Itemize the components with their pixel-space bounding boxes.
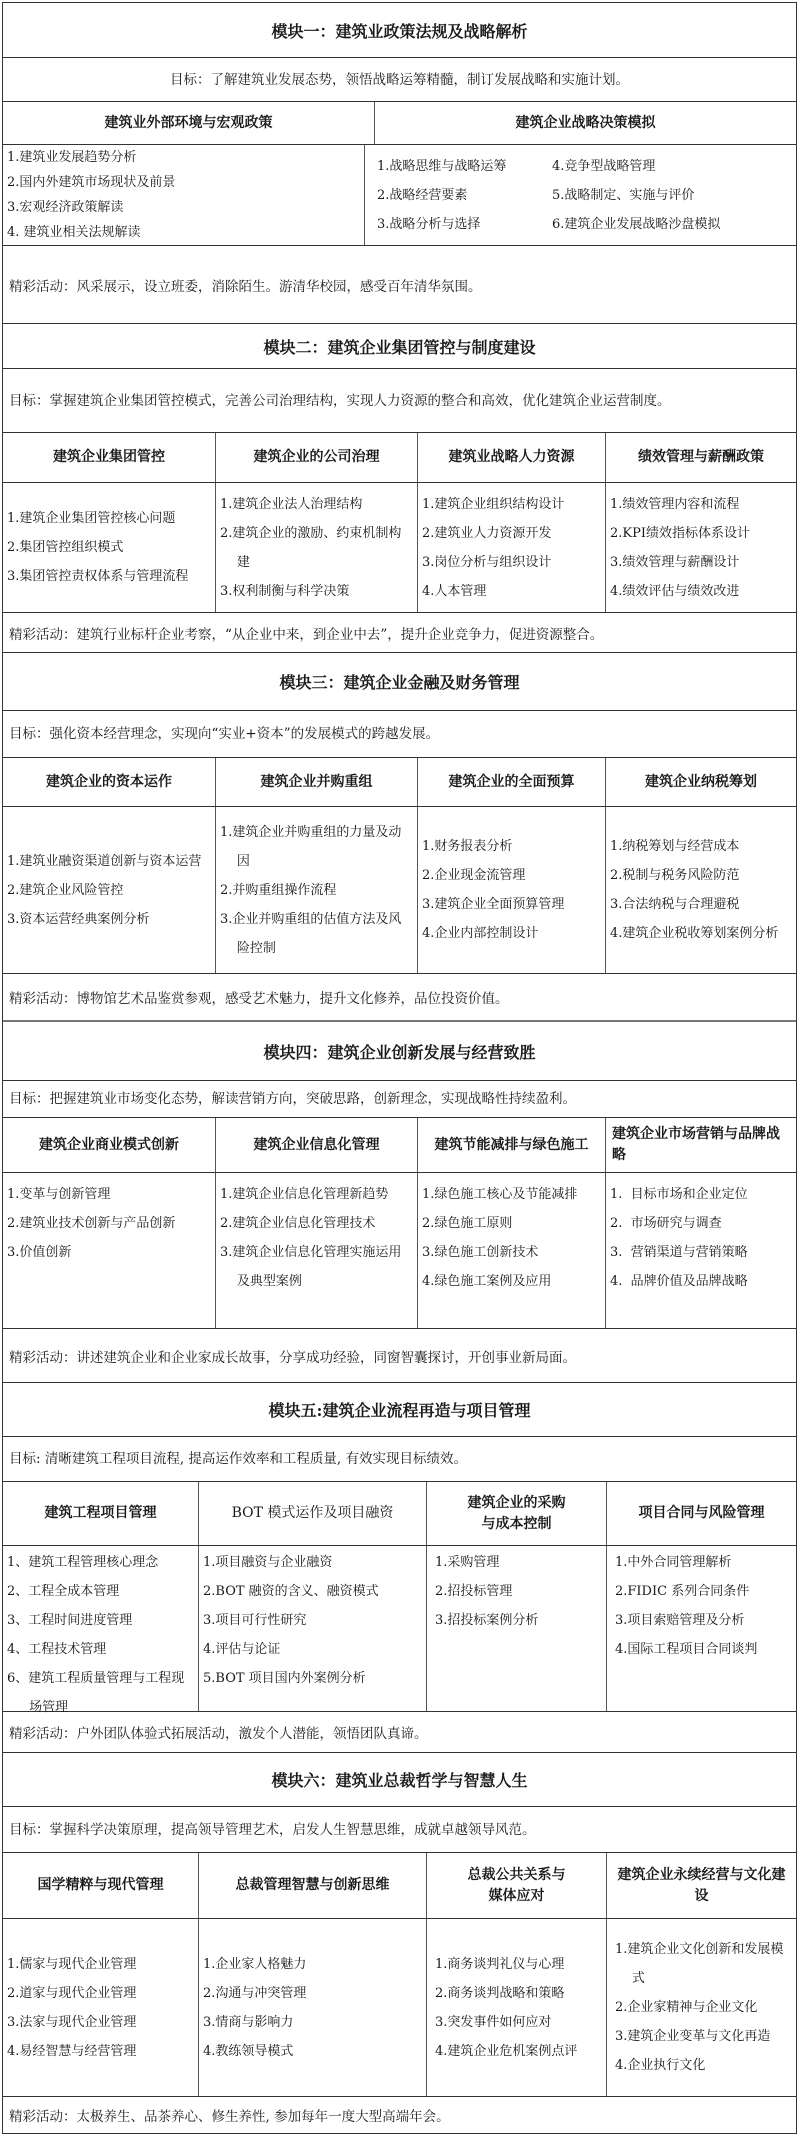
topic-item: 2.建筑业技术创新与产品创新 (7, 1216, 176, 1231)
topic-item: 1.建筑企业组织结构设计 (422, 496, 565, 512)
topic-item: 2.商务谈判战略和策略 (435, 1985, 565, 2001)
topic-item: 2.战略经营要素 (377, 187, 468, 203)
topic-item: 2.建筑业人力资源开发 (422, 525, 552, 541)
topic-item: 2.道家与现代企业管理 (7, 1985, 137, 2001)
course-topics (606, 1919, 796, 2096)
module-5 (2, 1382, 797, 1752)
course-header: 建筑企业纳税筹划 (605, 758, 796, 806)
topic-item: 2.建筑企业信息化管理技术 (220, 1216, 376, 1231)
topic-item: 2.招投标管理 (435, 1584, 513, 1599)
topic-item: 2.绿色施工原则 (422, 1216, 513, 1231)
topic-item: 1.建筑企业并购重组的力量及动因 (220, 824, 402, 869)
topic-item: 4.易经智慧与经营管理 (7, 2043, 137, 2059)
topic-item: 3、工程时间进度管理 (7, 1613, 133, 1628)
course-header: 建筑工程项目管理 (44, 1505, 157, 1521)
topic-item: 4.建筑企业危机案例点评 (435, 2043, 578, 2059)
topic-item: 5.BOT 项目国内外案例分析 (203, 1671, 366, 1686)
topic-item: 4.绿色施工案例及应用 (422, 1274, 552, 1289)
course-content-row (3, 1172, 796, 1328)
course-header: 建筑企业的采购与成本控制 (426, 1482, 606, 1545)
course-topics (605, 483, 796, 612)
course-header: 总裁公共关系与媒体应对 (426, 1853, 606, 1918)
topic-item: 4.人本管理 (422, 583, 487, 599)
topic-item: 2.企业现金流管理 (422, 868, 526, 883)
topic-item: 3. 营销渠道与营销策略 (610, 1245, 748, 1260)
course-header: 建筑业外部环境与宏观政策 (104, 114, 273, 131)
topic-item: 3.集团管控责权体系与管理流程 (7, 569, 189, 584)
module-title: 模块一：建筑业政策法规及战略解析 (3, 2, 796, 57)
module-activity: 精彩活动：太极养生、品茶养心、修生养性, 参加每年一度大型高端年会。 (3, 2096, 796, 2134)
topic-item: 4、工程技术管理 (7, 1642, 107, 1657)
course-topics (3, 483, 215, 612)
topic-item: 1.建筑企业法人治理结构 (220, 496, 363, 512)
course-header: 建筑企业并购重组 (215, 758, 417, 806)
course-content-row (3, 144, 796, 245)
topic-item: 1.绿色施工核心及节能减排 (422, 1187, 578, 1202)
topic-item: 3.战略分析与选择 (377, 216, 481, 232)
topic-item: 4.评估与论证 (203, 1642, 281, 1657)
topic-item: 3.宏观经济政策解读 (7, 200, 124, 215)
course-header: 项目合同与风险管理 (606, 1482, 796, 1545)
module-goal: 目标：强化资本经营理念，实现向“实业+资本”的发展模式的跨越发展。 (3, 710, 796, 757)
topic-item: 2. 市场研究与调查 (610, 1216, 722, 1231)
course-header-row (3, 1481, 796, 1545)
topic-item: 4.企业内部控制设计 (422, 926, 539, 941)
topic-item: 2.FIDIC 系列合同条件 (615, 1584, 750, 1599)
topic-item: 3.绿色施工创新技术 (422, 1245, 539, 1260)
module-activity: 精彩活动：讲述建筑企业和企业家成长故事，分享成功经验，同窗智囊探讨，开创事业新局面。 (3, 1328, 796, 1382)
topic-item: 3.建筑企业信息化管理实施运用及典型案例 (220, 1245, 402, 1289)
topic-item: 2.并购重组操作流程 (220, 882, 337, 898)
course-header: 建筑企业的公司治理 (215, 433, 417, 482)
course-topics (426, 1546, 606, 1711)
topic-item: 4. 建筑业相关法规解读 (7, 225, 141, 240)
topic-item: 1、建筑工程管理核心理念 (7, 1555, 159, 1570)
module-goal: 目标: 清晰建筑工程项目流程, 提高运作效率和工程质量, 有效实现目标绩效。 (3, 1436, 796, 1481)
course-topics (606, 1546, 796, 1711)
module-title: 模块二：建筑企业集团管控与制度建设 (3, 323, 796, 368)
topic-item: 1.建筑业发展趋势分析 (7, 150, 137, 165)
topic-item: 3.价值创新 (7, 1245, 72, 1260)
course-header: BOT 模式运作及项目融资 (198, 1482, 426, 1545)
topic-item: 3.资本运营经典案例分析 (7, 911, 150, 927)
module-title: 模块五:建筑企业流程再造与项目管理 (3, 1382, 796, 1436)
topic-item: 4.国际工程项目合同谈判 (615, 1642, 758, 1657)
module-goal: 目标：把握建筑业市场变化态势，解读营销方向，突破思路，创新理念，实现战略性持续盈利。 (3, 1080, 796, 1117)
module-2 (2, 323, 797, 652)
topic-item: 3.岗位分析与组织设计 (422, 554, 552, 570)
course-topics (3, 145, 364, 245)
module-goal: 目标：掌握建筑企业集团管控模式，完善公司治理结构，实现人力资源的整合和高效，优化建筑企业运营制度。 (3, 368, 796, 432)
topic-item: 1.变革与创新管理 (7, 1187, 111, 1202)
course-header: 建筑企业永续经营与文化建设 (606, 1853, 796, 1918)
course-topics (215, 1173, 417, 1328)
topic-item: 1.财务报表分析 (422, 839, 513, 854)
course-content-row (3, 1918, 796, 2096)
course-header: 建筑节能减排与绿色施工 (417, 1118, 605, 1172)
module-activity: 精彩活动：户外团队体验式拓展活动，激发个人潜能，领悟团队真谛。 (3, 1711, 796, 1752)
topic-item: 4.建筑企业税收筹划案例分析 (610, 926, 779, 941)
topic-item: 1.建筑企业集团管控核心问题 (7, 511, 176, 526)
topic-item: 6、建筑工程质量管理与工程现场管理 (7, 1671, 185, 1715)
module-goal: 目标：掌握科学决策原理，提高领导管理艺术，启发人生智慧思维，成就卓越领导风范。 (3, 1806, 796, 1852)
course-topics (3, 1173, 215, 1328)
topic-item: 2.国内外建筑市场现状及前景 (7, 175, 176, 190)
course-header: 建筑企业集团管控 (53, 449, 165, 465)
course-header: 建筑企业的全面预算 (417, 758, 605, 806)
course-header-row (3, 757, 796, 806)
topic-item: 5.战略制定、实施与评价 (552, 187, 695, 203)
course-header: 建筑企业市场营销与品牌战略 (605, 1118, 796, 1172)
topic-item: 3.项目可行性研究 (203, 1613, 307, 1628)
course-header: 建筑企业商业模式创新 (39, 1136, 179, 1153)
module-activity: 精彩活动：风采展示，设立班委，消除陌生。游清华校园，感受百年清华氛围。 (3, 245, 796, 323)
topic-item: 1.战略思维与战略运筹 (377, 158, 507, 174)
topic-item: 1.建筑企业信息化管理新趋势 (220, 1187, 389, 1202)
course-topics (198, 1919, 426, 2096)
course-topics (605, 1173, 796, 1328)
topic-item: 3.情商与影响力 (203, 2014, 294, 2030)
topic-item: 4. 品牌价值及品牌战略 (610, 1274, 748, 1289)
course-content-row (3, 806, 796, 973)
topic-item: 1.纳税筹划与经营成本 (610, 839, 740, 854)
topic-item: 2.沟通与冲突管理 (203, 1985, 307, 2001)
topic-item: 1.商务谈判礼仪与心理 (435, 1956, 565, 1972)
course-header-row (3, 432, 796, 482)
course-topics (364, 145, 796, 245)
topic-item: 3.权利制衡与科学决策 (220, 583, 350, 599)
topic-item: 1.建筑业融资渠道创新与资本运营 (7, 853, 202, 869)
course-topics (3, 1546, 198, 1715)
course-header: 建筑业战略人力资源 (417, 433, 605, 482)
topic-item: 3.建筑企业变革与文化再造 (615, 2029, 771, 2044)
topic-item: 3.建筑企业全面预算管理 (422, 897, 565, 912)
topic-item: 2.税制与税务风险防范 (610, 868, 740, 883)
module-title: 模块三：建筑企业金融及财务管理 (3, 652, 796, 710)
module-activity: 精彩活动：建筑行业标杆企业考察，“从企业中来，到企业中去”，提升企业竞争力，促进资源整合。 (3, 612, 796, 652)
module-title: 模块四：建筑企业创新发展与经营致胜 (3, 1020, 796, 1080)
topic-item: 3.绩效管理与薪酬设计 (610, 554, 740, 570)
topic-item: 1.项目融资与企业融资 (203, 1555, 333, 1570)
topic-item: 2.BOT 融资的含义、融资模式 (203, 1584, 379, 1599)
course-header: 建筑企业战略决策模拟 (374, 102, 796, 144)
course-header: 建筑企业信息化管理 (215, 1118, 417, 1172)
topic-item: 3.招投标案例分析 (435, 1613, 539, 1628)
module-6 (2, 1752, 797, 2134)
course-outline-table (2, 2, 797, 2134)
topic-item: 3.企业并购重组的估值方法及风险控制 (220, 911, 402, 956)
course-header: 总裁管理智慧与创新思维 (198, 1853, 426, 1918)
course-topics (215, 483, 417, 612)
topic-item: 4.绩效评估与绩效改进 (610, 583, 740, 599)
module-goal: 目标：了解建筑业发展态势，领悟战略运筹精髓，制订发展战略和实施计划。 (3, 57, 796, 101)
course-topics (215, 807, 417, 973)
course-content-row (3, 1545, 796, 1715)
topic-item: 2.企业家精神与企业文化 (615, 2000, 758, 2015)
topic-item: 4.竞争型战略管理 (552, 158, 656, 174)
course-topics (426, 1919, 606, 2096)
topic-item: 1. 目标市场和企业定位 (610, 1187, 748, 1202)
course-content-row (3, 482, 796, 612)
topic-item: 2.建筑企业的激励、约束机制构建 (220, 525, 402, 570)
topic-item: 1.建筑企业文化创新和发展模式 (615, 1942, 784, 1986)
topic-item: 1.儒家与现代企业管理 (7, 1956, 137, 1972)
topic-item: 3.突发事件如何应对 (435, 2014, 552, 2030)
module-3 (2, 652, 797, 1020)
topic-item: 1.绩效管理内容和流程 (610, 496, 740, 512)
topic-item: 3.法家与现代企业管理 (7, 2014, 137, 2030)
topic-item: 1.企业家人格魅力 (203, 1956, 307, 1972)
course-topics (417, 483, 605, 612)
course-topics (198, 1546, 426, 1711)
module-4 (2, 1020, 797, 1382)
course-header: 绩效管理与薪酬政策 (605, 433, 796, 482)
course-topics (605, 807, 796, 973)
course-header-row (3, 101, 796, 144)
topic-item: 1.采购管理 (435, 1555, 500, 1570)
course-header: 国学精粹与现代管理 (37, 1877, 164, 1893)
topic-item: 1.中外合同管理解析 (615, 1555, 732, 1570)
topic-item: 6.建筑企业发展战略沙盘模拟 (552, 216, 721, 232)
course-header-row (3, 1852, 796, 1918)
course-topics (417, 1173, 605, 1328)
course-header-row (3, 1117, 796, 1172)
course-topics (417, 807, 605, 973)
topic-item: 4.企业执行文化 (615, 2058, 706, 2073)
topic-item: 3.合法纳税与合理避税 (610, 897, 740, 912)
module-1 (2, 2, 797, 323)
topic-item: 2.KPI绩效指标体系设计 (610, 525, 750, 541)
topic-item: 2、工程全成本管理 (7, 1584, 120, 1599)
course-topics (3, 1919, 198, 2096)
course-header: 建筑企业的资本运作 (46, 773, 172, 790)
module-activity: 精彩活动：博物馆艺术品鉴赏参观，感受艺术魅力，提升文化修养，品位投资价值。 (3, 973, 796, 1020)
topic-item: 3.项目索赔管理及分析 (615, 1613, 745, 1628)
topic-item: 2.建筑企业风险管控 (7, 882, 124, 898)
topic-item: 4.教练领导模式 (203, 2043, 294, 2059)
module-title: 模块六：建筑业总裁哲学与智慧人生 (3, 1752, 796, 1806)
topic-item: 2.集团管控组织模式 (7, 540, 124, 555)
course-topics (3, 807, 215, 973)
